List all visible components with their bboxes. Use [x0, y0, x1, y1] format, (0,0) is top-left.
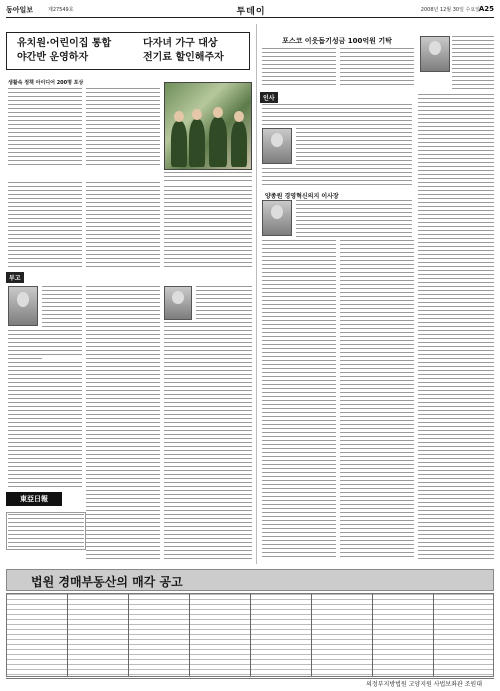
people-text-1	[296, 128, 412, 166]
issue-number: 제27549호	[48, 7, 74, 13]
people-intro-text	[262, 104, 412, 126]
court-auction-table	[6, 593, 494, 677]
obituary-text-1	[42, 286, 82, 356]
lead-article-col-4	[86, 182, 160, 268]
sidebar-headline: 양종원 경영혁신의지 이사장	[265, 193, 339, 200]
lower-mid-col-1	[86, 286, 160, 562]
center-text-long-1	[262, 240, 336, 560]
obituary-portrait	[8, 286, 38, 326]
masthead	[6, 4, 494, 18]
posco-article-col-1	[262, 48, 336, 86]
headline-left: 유치원·어린이집 통합 야간반 운영하자	[17, 38, 112, 63]
right-top-text	[452, 36, 494, 92]
right-top-portrait	[420, 36, 450, 72]
lead-article-col-5	[164, 186, 252, 268]
newspaper-logo-box: 東亞日報	[6, 492, 62, 506]
obituary-text-2	[8, 330, 42, 360]
lower-mid-col-2	[164, 322, 252, 562]
lead-article-col-2	[86, 88, 160, 168]
people-text-2	[296, 200, 412, 238]
court-auction-footer	[6, 678, 494, 687]
lead-article-col-1	[8, 88, 82, 168]
court-auction-title: 법원 경매부동산의 매각 공고	[31, 575, 183, 589]
lead-photo-caption	[164, 172, 252, 182]
publication-date: 2008년 12월 30일 수요일	[420, 7, 480, 13]
people-portrait-2	[262, 200, 292, 236]
newspaper-info-text	[8, 514, 84, 548]
section-title: 투데이	[236, 7, 266, 17]
lower-mid-col-2a	[196, 286, 252, 320]
center-text-long-2	[340, 240, 414, 560]
people-text-1b	[262, 168, 412, 188]
headline-right: 다자녀 가구 대상 전기료 할인해주자	[143, 38, 224, 63]
newspaper-logo: 동아일보	[6, 6, 34, 14]
court-auction-signature: 의정부지방법원 고양지원 사법보좌관 조원대	[366, 681, 482, 688]
people-section-title: 인사	[260, 92, 278, 103]
lead-article-col-3	[8, 182, 82, 268]
people-portrait-1	[262, 128, 292, 164]
obituary-section-title: 부고	[6, 272, 24, 283]
lower-portrait	[164, 286, 192, 320]
court-auction-banner	[6, 569, 494, 591]
obituary-text-3	[8, 362, 82, 488]
page-number: A25	[478, 5, 494, 13]
lead-subhead: 생활속 정책 아이디어 200명 포상	[8, 80, 84, 86]
lead-headline-box	[6, 32, 250, 70]
lead-photo	[164, 82, 252, 170]
posco-article-col-2	[340, 48, 414, 86]
column-divider	[256, 24, 257, 564]
right-col-1	[418, 94, 494, 560]
posco-headline: 포스코 이웃돕기성금 100억원 기탁	[282, 37, 392, 45]
